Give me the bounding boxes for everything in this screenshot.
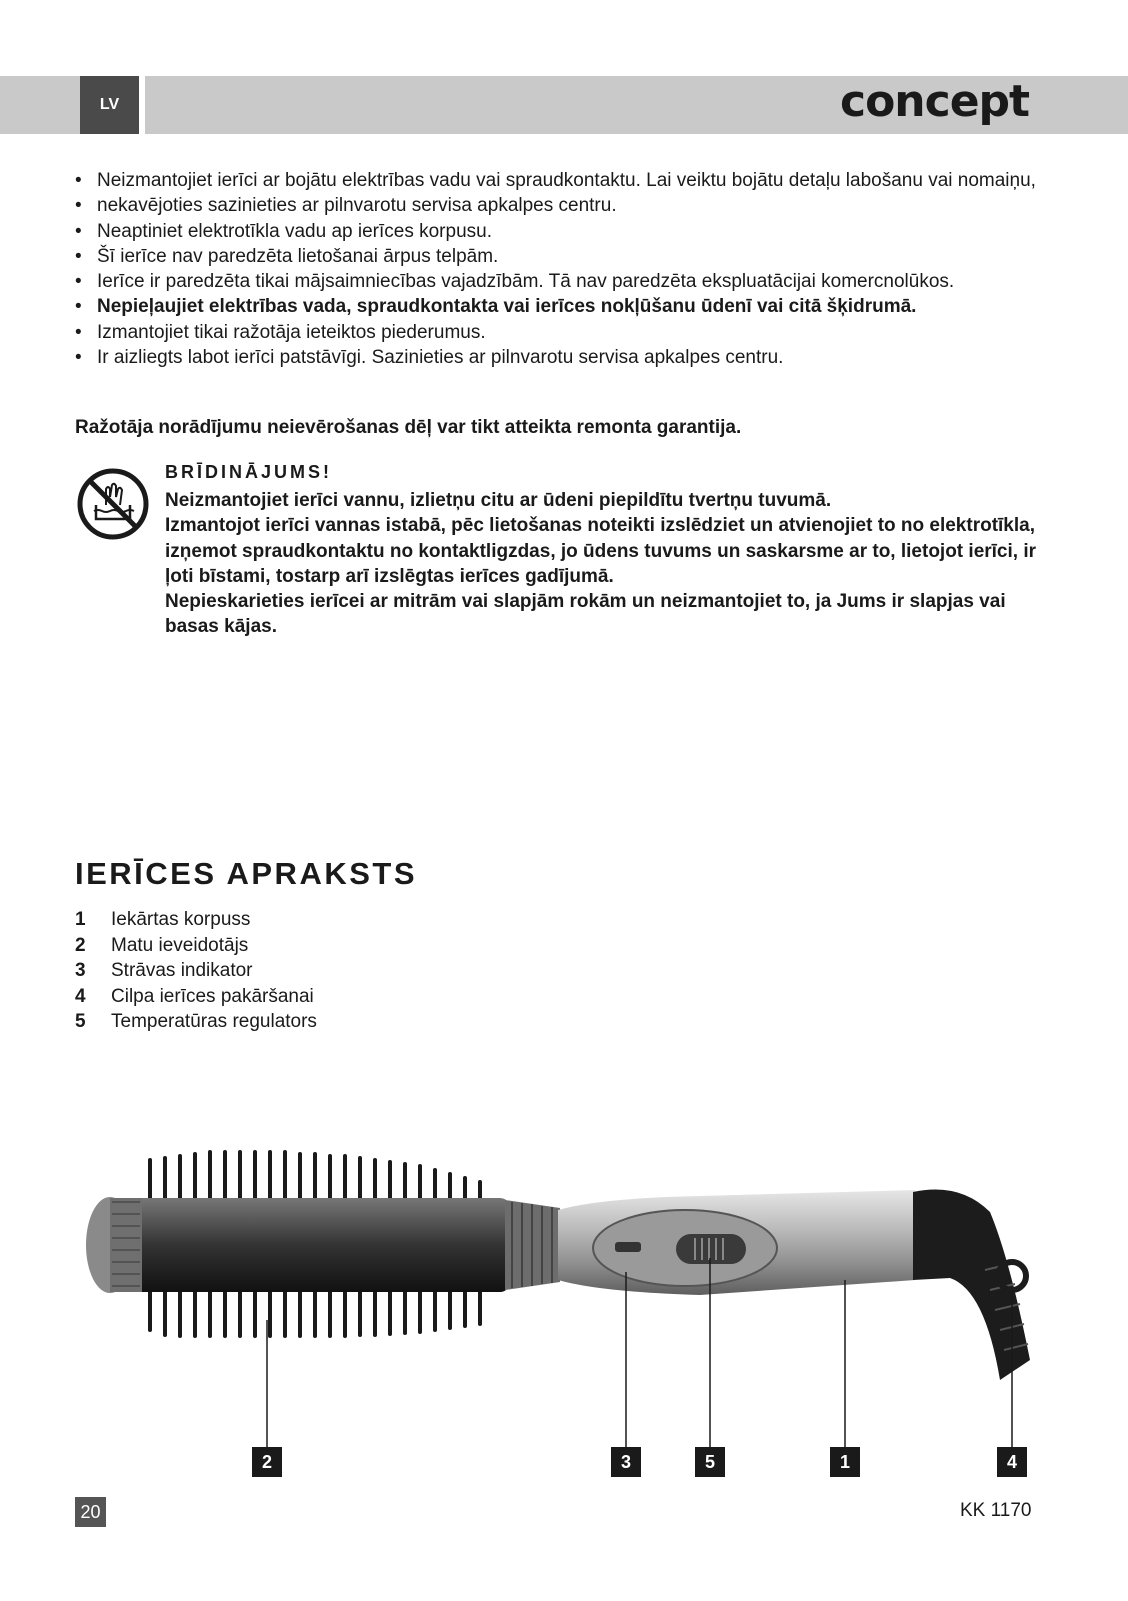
part-number: 1 bbox=[75, 909, 86, 930]
part-row bbox=[75, 984, 317, 1010]
model-number: KK 1170 bbox=[960, 1500, 1032, 1521]
part-number: 4 bbox=[75, 985, 86, 1007]
part-number: 3 bbox=[75, 960, 86, 981]
bullet-item: • Nepieļaujiet elektrības vada, spraudkontakta vai ierīces nokļūšanu ūdenī vai citā šķidrumā. bbox=[75, 294, 1065, 319]
page-number: 20 bbox=[75, 1497, 106, 1527]
bullet-item: • nekavējoties sazinieties ar pilnvarotu servisa apkalpes centru. bbox=[75, 193, 1065, 218]
callout-5: 5 bbox=[695, 1447, 725, 1477]
warning-line: Neizmantojiet ierīci vannu, izlietņu citu ar ūdeni piepildītu tvertņu tuvumā. bbox=[165, 490, 832, 511]
part-label: Temperatūras regulators bbox=[111, 1011, 317, 1032]
part-row bbox=[75, 958, 317, 984]
bullet-item: • Neizmantojiet ierīci ar bojātu elektrības vadu vai spraudkontaktu. Lai veiktu bojātu detaļu labošanu vai nomaiņu, bbox=[75, 168, 1065, 193]
bullet-item: • Ir aizliegts labot ierīci patstāvīgi. Sazinieties ar pilnvarotu servisa apkalpes centru. bbox=[75, 345, 1065, 370]
product-diagram bbox=[0, 1130, 1128, 1490]
bullet-item: • Neaptiniet elektrotīkla vadu ap ierīces korpusu. bbox=[75, 219, 1065, 244]
language-tab: LV bbox=[80, 76, 139, 134]
bullet-item: • Šī ierīce nav paredzēta lietošanai ārpus telpām. bbox=[75, 244, 1065, 269]
warranty-note: Ražotāja norādījumu neievērošanas dēļ var tikt atteikta remonta garantija. bbox=[75, 417, 742, 438]
part-label: Cilpa ierīces pakāršanai bbox=[111, 985, 314, 1007]
part-label: Iekārtas korpuss bbox=[111, 909, 251, 930]
part-label: Matu ieveidotājs bbox=[111, 934, 249, 956]
warning-body bbox=[165, 488, 1045, 640]
safety-bullet-list bbox=[75, 168, 1065, 370]
hot-brush-illustration bbox=[0, 1130, 1128, 1490]
part-label: Strāvas indikator bbox=[111, 960, 253, 981]
warning-title: BRĪDINĀJUMS! bbox=[165, 462, 333, 482]
callout-1: 1 bbox=[830, 1447, 860, 1477]
brand-logo-text: concept bbox=[840, 78, 1030, 127]
header-separator bbox=[139, 76, 145, 134]
parts-list bbox=[75, 907, 317, 1035]
no-water-icon bbox=[76, 467, 150, 541]
callout-2: 2 bbox=[252, 1447, 282, 1477]
warning-line: Izmantojot ierīci vannas istabā, pēc lietošanas noteikti izslēdziet un atvienojiet to no elektrotīkla, izņemot spraudkontaktu no kontaktligzdas, jo ūdens tuvums un saskarsme ar to, lietojot ierīci, ir ļoti bīstami, tostarp arī izslēgtas ierīces gadījumā. bbox=[165, 515, 1037, 587]
brand-logo bbox=[840, 78, 1040, 130]
part-row bbox=[75, 907, 317, 933]
part-row bbox=[75, 933, 317, 959]
bullet-item: • Ierīce ir paredzēta tikai mājsaimniecības vajadzībām. Tā nav paredzēta ekspluatācijai komercnolūkos. bbox=[75, 269, 1065, 294]
part-number: 5 bbox=[75, 1011, 86, 1032]
warning-line: Nepieskarieties ierīcei ar mitrām vai slapjām rokām un neizmantojiet to, ja Jums ir slapjas vai basas kājas. bbox=[165, 591, 1006, 638]
part-number: 2 bbox=[75, 934, 86, 956]
part-row bbox=[75, 1009, 317, 1035]
callout-4: 4 bbox=[997, 1447, 1027, 1477]
bullet-item: • Izmantojiet tikai ražotāja ieteiktos piederumus. bbox=[75, 320, 1065, 345]
section-title: IERĪCES APRAKSTS bbox=[75, 856, 418, 891]
callout-3: 3 bbox=[611, 1447, 641, 1477]
